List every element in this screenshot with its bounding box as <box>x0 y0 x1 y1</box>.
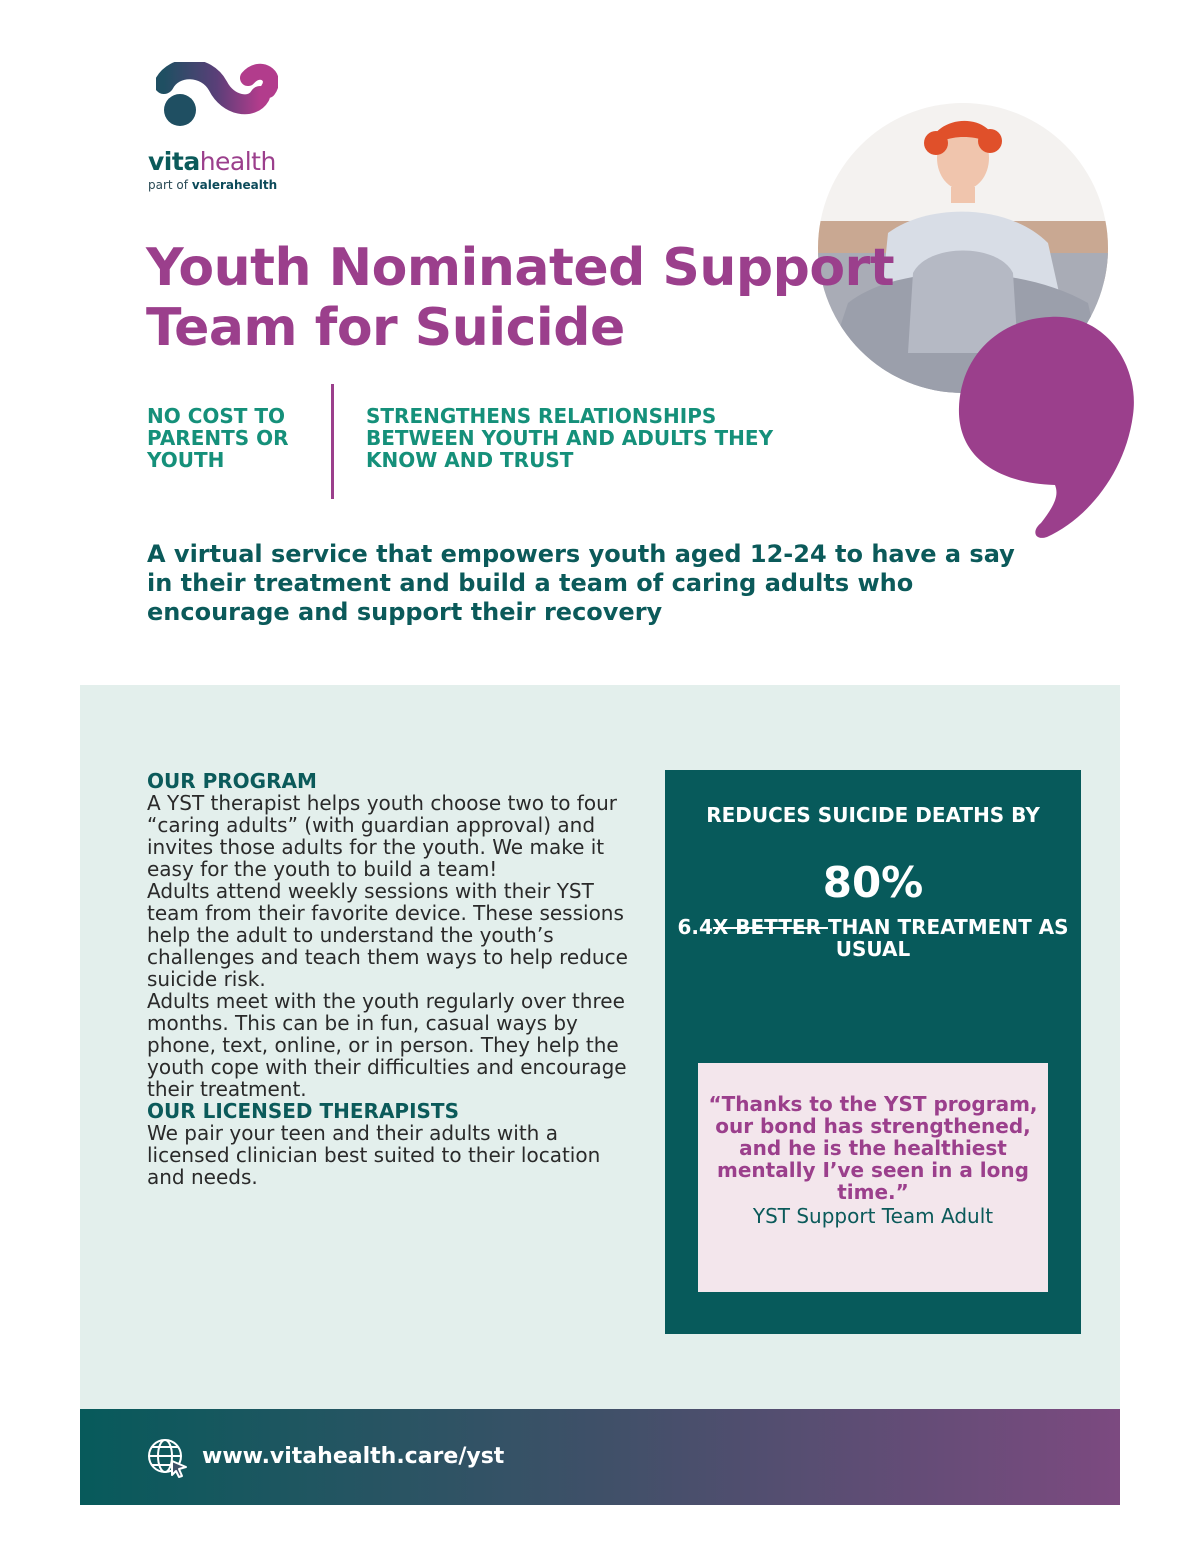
testimonial-box <box>698 1063 1048 1292</box>
website-link[interactable]: www.vitahealth.care/yst <box>202 1444 505 1469</box>
page-title: Youth Nominated Support Team for Suicide <box>146 238 895 358</box>
brand-subtitle <box>148 178 277 192</box>
program-paragraph-3: Adults meet with the youth regularly over three months. This can be in fun, casual ways by phone, text, online, or in person. They help the youth cope with their difficulties and encourage their treatment. <box>147 989 627 1101</box>
brand-name <box>148 148 276 176</box>
stat-box <box>665 770 1081 1334</box>
stat-value: 80% <box>822 858 924 907</box>
program-section <box>147 770 637 1188</box>
therapists-text: We pair your teen and their adults with a licensed clinician best suited to their location and needs. <box>147 1121 601 1189</box>
brand-logo <box>148 62 288 197</box>
vita-health-logo-icon <box>156 62 278 130</box>
brand-name-part1: vita <box>148 147 200 176</box>
program-paragraph-2: Adults attend weekly sessions with their YST team from their favorite device. These sessions help the adult to understand the youth’s challenges and teach them ways to help reduce suicide risk. <box>147 879 628 991</box>
testimonial-attribution: YST Support Team Adult <box>752 1204 994 1228</box>
stat-foot-struck: X BETTER <box>712 915 828 939</box>
stat-foot-suffix: THAN TREATMENT AS USUAL <box>827 915 1069 961</box>
stat-comparison <box>665 916 1081 960</box>
program-paragraph-1: A YST therapist helps youth choose two to four “caring adults” (with guardian approval) and invites those adults for the youth. We make it easy for the youth to build a team! <box>147 791 617 881</box>
feature-no-cost: NO COST TO PARENTS OR YOUTH <box>147 404 289 472</box>
feature-relationships: STRENGTHENS RELATIONSHIPS BETWEEN YOUTH AND ADULTS THEY KNOW AND TRUST <box>366 404 774 472</box>
therapists-heading: OUR LICENSED THERAPISTS <box>147 1099 459 1123</box>
brand-name-part2: health <box>199 147 276 176</box>
testimonial-quote: “Thanks to the YST program, our bond has strengthened, and he is the healthiest mentally I’ve seen in a long time.” <box>708 1092 1038 1204</box>
feature-divider <box>331 384 334 499</box>
stat-headline: REDUCES SUICIDE DEATHS BY <box>706 803 1040 827</box>
stat-foot-prefix: 6.4 <box>677 915 713 939</box>
footer-bar <box>80 1409 1120 1505</box>
brand-sub-prefix: part of <box>148 178 192 192</box>
lead-statement: A virtual service that empowers youth aged 12-24 to have a say in their treatment and build a team of caring adults who encourage and support their recovery <box>147 540 1015 626</box>
brand-sub-brand: valerahealth <box>191 178 278 192</box>
program-heading: OUR PROGRAM <box>147 769 317 793</box>
globe-cursor-icon <box>146 1437 188 1479</box>
